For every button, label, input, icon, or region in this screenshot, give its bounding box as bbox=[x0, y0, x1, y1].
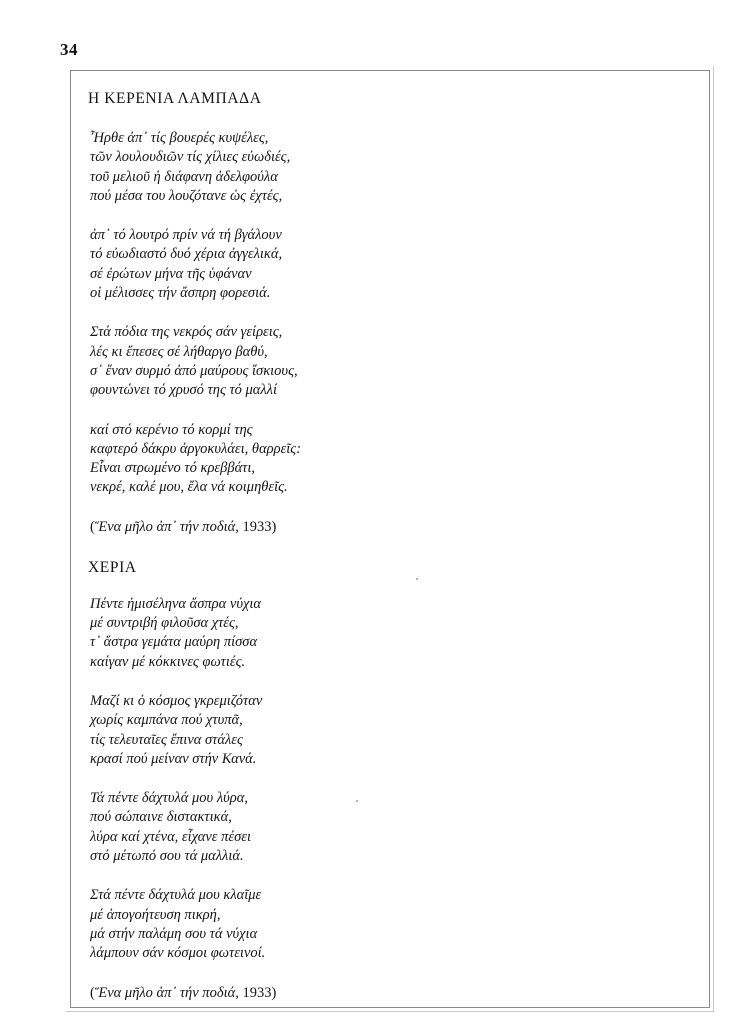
source-open-paren: ( bbox=[90, 984, 95, 1001]
stanza bbox=[90, 886, 668, 963]
source-year: 1933) bbox=[242, 518, 277, 535]
verse-line: πού μέσα του λουζότανε ὡς ἐχτές, bbox=[90, 187, 283, 204]
verse-line: μά στήν παλάμη σου τά νύχια bbox=[90, 925, 258, 942]
poem-kerenia-lampada bbox=[88, 90, 668, 537]
source-collection-title: Ἕνα μῆλο ἀπ᾽ τήν ποδιά, bbox=[94, 984, 239, 1001]
verse-line: φουντώνει τό χρυσό της τό μαλλί bbox=[90, 382, 277, 399]
verse-line: χωρίς καμπάνα πού χτυπᾶ, bbox=[90, 712, 243, 729]
verse-line: καίγαν μέ κόκκινες φωτιές. bbox=[90, 653, 246, 670]
verse-line: Στά πόδια της νεκρός σάν γείρεις, bbox=[90, 324, 283, 341]
verse-line: λές κι ἔπεσες σέ λήθαργο βαθύ, bbox=[90, 343, 268, 360]
verse-line: τ᾽ ἄστρα γεμάτα μαύρη πίσσα bbox=[90, 634, 258, 651]
source-collection-title: Ἕνα μῆλο ἀπ᾽ τήν ποδιά, bbox=[94, 518, 239, 535]
verse-line: τοῦ μελιοῦ ἡ διάφανη ἀδελφούλα bbox=[90, 168, 278, 185]
verse-line: καφτερό δάκρυ ἀργοκυλάει, θαρρεῖς: bbox=[90, 440, 302, 457]
verse-line: λάμπουν σάν κόσμοι φωτεινοί. bbox=[90, 945, 266, 962]
verse-line: κρασί πού μείναν στήν Κανά. bbox=[90, 750, 257, 767]
verse-line: στό μέτωπό σου τά μαλλιά. bbox=[90, 848, 244, 865]
verse-line: τῶν λουλουδιῶν τίς χίλιες εὐωδιές, bbox=[90, 149, 291, 166]
verse-line: λύρα καί χτένα, εἶχανε πέσει bbox=[90, 828, 252, 845]
verse-line: Μαζί κι ὁ κόσμος γκρεμιζόταν bbox=[90, 692, 263, 709]
verse-line: τό εὐωδιαστό δυό χέρια ἀγγελικά, bbox=[90, 246, 283, 263]
poem-cheria bbox=[88, 559, 668, 1003]
verse-line: μέ ἀπογοήτευση πικρή, bbox=[90, 906, 221, 923]
verse-line: πού σώπαινε διστακτικά, bbox=[90, 809, 232, 826]
poems-content bbox=[88, 90, 668, 1003]
verse-line: Εἶναι στρωμένο τό κρεββάτι, bbox=[90, 460, 256, 477]
poem-source bbox=[90, 518, 668, 537]
stanza bbox=[90, 226, 668, 303]
poem-source bbox=[90, 984, 668, 1003]
source-year: 1933) bbox=[242, 984, 277, 1001]
verse-line: νεκρέ, καλέ μου, ἔλα νά κοιμηθεῖς. bbox=[90, 479, 288, 496]
verse-line: Ἦρθε ἀπ᾽ τίς βουερές κυψέλες, bbox=[90, 130, 269, 146]
stanza bbox=[90, 129, 668, 206]
verse-line: καί στό κερένιο τό κορμί της bbox=[90, 421, 253, 438]
poem-title: Η ΚΕΡΕΝΙΑ ΛΑΜΠΑΔΑ bbox=[88, 90, 262, 107]
verse-line: μέ συντριβή φιλοῦσα χτές, bbox=[90, 615, 239, 632]
verse-line: οἱ μέλισσες τήν ἄσπρη φορεσιά. bbox=[90, 285, 271, 302]
verse-line: Πέντε ἡμισέληνα ἄσπρα νύχια bbox=[90, 595, 261, 612]
source-open-paren: ( bbox=[90, 518, 95, 535]
verse-line: Τά πέντε δάχτυλά μου λύρα, bbox=[90, 790, 248, 807]
stanza bbox=[90, 692, 668, 769]
stanza bbox=[90, 595, 668, 672]
verse-line: σέ ἐρώτων μήνα τῆς ὑφάναν bbox=[90, 265, 252, 282]
poem-title: ΧΕΡΙΑ bbox=[88, 558, 137, 576]
page-number: 34 bbox=[60, 40, 78, 59]
stanza bbox=[90, 421, 668, 498]
verse-line: Στά πέντε δάχτυλά μου κλαῖμε bbox=[90, 887, 262, 904]
verse-line: σ᾽ ἕναν συρμό ἀπό μαύρους ἴσκιους, bbox=[90, 362, 298, 379]
stanza bbox=[90, 789, 668, 866]
verse-line: ἀπ᾽ τό λουτρό πρίν νά τή βγάλουν bbox=[90, 227, 282, 244]
stanza bbox=[90, 323, 668, 400]
verse-line: τίς τελευταῖες ἔπινα στάλες bbox=[90, 731, 243, 748]
